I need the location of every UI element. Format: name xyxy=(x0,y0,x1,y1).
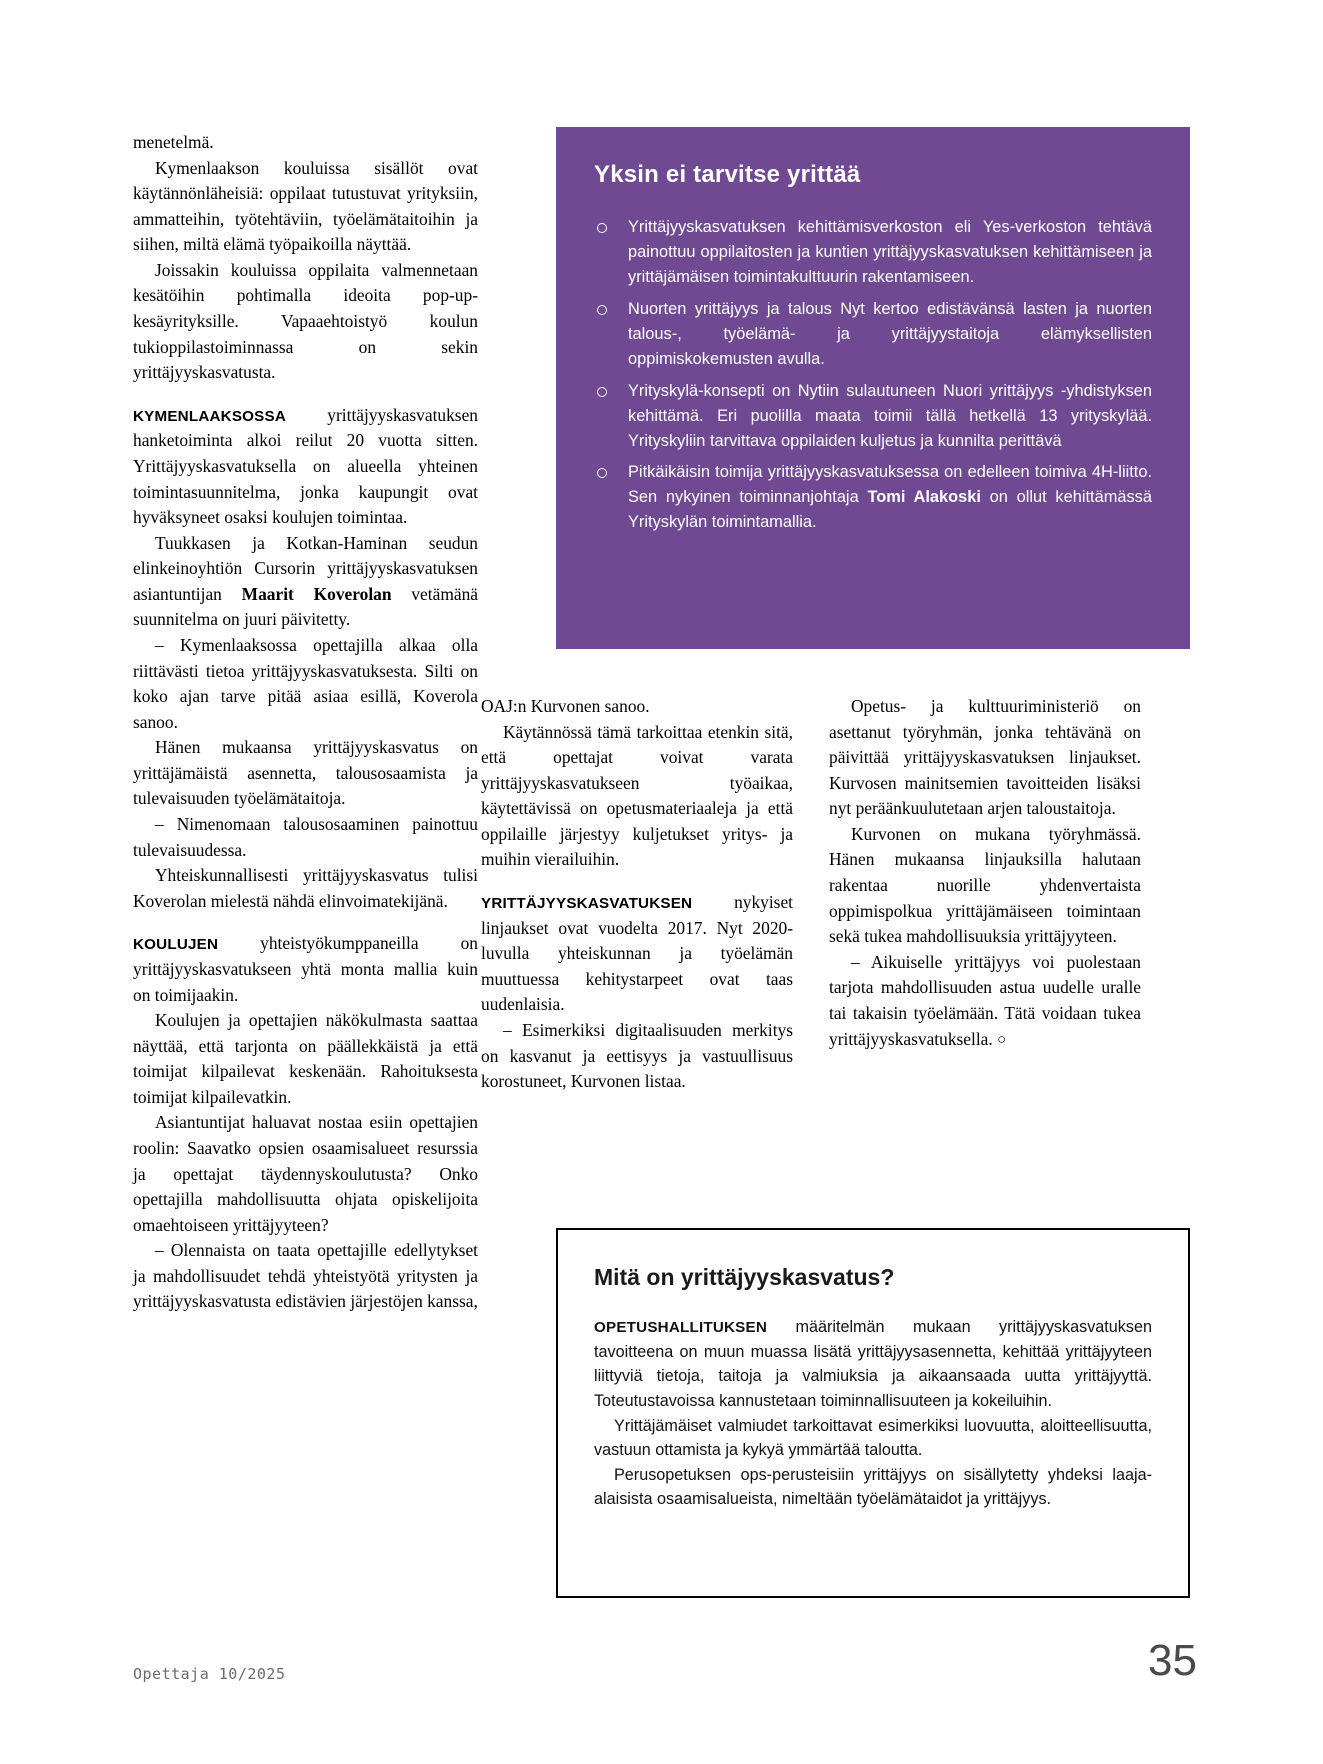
end-mark-icon: ○ xyxy=(997,1031,1007,1048)
purple-fact-box xyxy=(556,127,1190,649)
paragraph: Kurvonen on mukana työryhmässä. Hänen mukaansa linjauksilla halutaan rakentaa nuorille yhdenvertaista oppimispolkua yrittäjämäiseen toimintaan sekä tukea mahdollisuuksia yrittäjyyteen. xyxy=(829,823,1141,947)
paragraph: Kymenlaakson kouluissa sisällöt ovat käytännönläheisiä: oppilaat tutustuvat yrityksiin, ammatteihin, työtehtäviin, työelämätaitoihin ja siihen, miltä elämä työpaikoilla näyttää. xyxy=(133,157,478,255)
paragraph: Perusopetuksen ops-perusteisiin yrittäjyys on sisällytetty yhdeksi laaja-alaisista osaamisalueista, nimeltään työelämätaidot ja yrittäjyys. xyxy=(594,1465,1152,1509)
paragraph-final xyxy=(829,950,1141,1052)
purple-box-title: Yksin ei tarvitse yrittää xyxy=(594,161,861,188)
paragraph: Käytännössä tämä tarkoittaa etenkin sitä, että opettajat voivat varata yrittäjyyskasvatukseen työaikaa, käytettävissä on opetusmateriaaleja ja että oppilaille järjestyy kuljetukset yritys- ja muihin vierailuihin. xyxy=(481,721,793,870)
list-item-text-pre: Pitkäikäisin toimija yrittäjyyskasvatuksessa on edelleen toimiva 4H-liitto. Sen nykyinen toiminnanjohtaja xyxy=(628,463,1152,507)
list-item-text-post: on ollut kehittämässä Yrityskylän toimintamallia. xyxy=(628,488,1152,532)
paragraph-with-lead xyxy=(594,1315,1152,1414)
person-name: Tomi Alakoski xyxy=(867,488,981,507)
person-name: Maarit Koverolan xyxy=(241,583,392,604)
lead-in-caps: KYMENLAAKSOSSA xyxy=(133,407,286,425)
paragraph-with-name xyxy=(133,531,478,633)
paragraph: – Esimerkiksi digitaalisuuden merkitys on kasvanut ja eettisyys ja vastuullisuus korostuneet, Kurvonen listaa. xyxy=(481,1019,793,1092)
paragraph: – Nimenomaan talousosaaminen painottuu tulevaisuudessa. xyxy=(133,814,478,860)
paragraph-text: yrittäjyyskasvatuksen hanketoiminta alkoi reilut 20 vuotta sitten. Yrittäjyyskasvatuksella on alueella yhteinen toimintasuunnitelma, jonka kaupungit ovat hyväksyneet osaksi koulujen toimintaa. xyxy=(133,404,478,528)
paragraph-text: – Aikuiselle yrittäjyys voi puolestaan tarjota mahdollisuuden astua uudelle uralle tai takaisin työelämään. Tätä voidaan tukea yrittäjyyskasvatuksella. xyxy=(829,951,1141,1049)
right-text-column xyxy=(829,694,1141,1052)
list-item: Yrityskylä-konsepti on Nytiin sulautuneen Nuori yrittäjyys -yhdistyksen kehittämä. Eri puolilla maata toimii tällä hetkellä 13 yrityskylää. Yrityskyliin tarvittava oppilaiden kuljetus ja kunnilta perittävä xyxy=(594,379,1152,454)
paragraph: Joissakin kouluissa oppilaita valmennetaan kesätöihin pohtimalla ideoita pop-up-kesäyrityksille. Vapaaehtoistyö koulun tukioppilastoiminnassa on sekin yrittäjyyskasvatusta. xyxy=(133,259,478,383)
lead-in-caps: YRITTÄJYYSKASVATUKSEN xyxy=(481,895,693,913)
purple-box-list xyxy=(594,215,1152,535)
lead-in-caps: KOULUJEN xyxy=(133,936,219,954)
lead-in-caps: OPETUSHALLITUKSEN xyxy=(594,1319,767,1336)
definition-box-title: Mitä on yrittäjyyskasvatus? xyxy=(594,1264,895,1290)
paragraph: – Kymenlaaksossa opettajilla alkaa olla riittävästi tietoa yrittäjyyskasvatuksesta. Silti on koko ajan tarve pitää asiaa esillä, Koverola sanoo. xyxy=(133,634,478,732)
paragraph-with-lead xyxy=(133,931,478,1008)
list-item: Yrittäjyyskasvatuksen kehittämisverkoston eli Yes-verkoston tehtävä painottuu oppilaitosten ja kuntien yrittäjyyskasvatuksen kehittämiseen ja yrittäjämäisen toimintakulttuurin rakentamiseen. xyxy=(594,215,1152,290)
paragraph: Yhteiskunnallisesti yrittäjyyskasvatus tulisi Koverolan mielestä nähdä elinvoimatekijänä. xyxy=(133,865,478,911)
paragraph-text: yhteistyökumppaneilla on yrittäjyyskasvatukseen yhtä monta mallia kuin on toimijaakin. xyxy=(133,933,478,1005)
left-text-column xyxy=(133,130,478,1315)
paragraph-with-lead xyxy=(481,890,793,1018)
paragraph: Yrittäjämäiset valmiudet tarkoittavat esimerkiksi luovuutta, aloitteellisuutta, vastuun ottamista ja kykyä ymmärtää taloutta. xyxy=(594,1416,1152,1460)
footer-publication: Opettaja 10/2025 xyxy=(133,1665,286,1683)
paragraph: menetelmä. xyxy=(133,132,214,152)
list-item: Nuorten yrittäjyys ja talous Nyt kertoo edistävänsä lasten ja nuorten talous-, työelämä- ja yrittäjyystaitoja elämyksellisten oppimiskokemusten avulla. xyxy=(594,297,1152,372)
middle-text-column xyxy=(481,694,793,1095)
paragraph-text-pre: Tuukkasen ja Kotkan-Haminan seudun elinkeinoyhtiön Cursorin yrittäjyyskasvatuksen asiantuntijan xyxy=(133,532,478,604)
paragraph-text: määritelmän mukaan yrittäjyyskasvatuksen tavoitteena on muun muassa lisätä yrittäjyysasennetta, kehittää yrittäjyyteen liittyviä tietoja, taitoja ja valmiuksia ja aikaansaada uutta yrittäjyyttä. Toteutustavoissa kannustetaan toiminnallisuuteen ja kokeiluihin. xyxy=(594,1318,1152,1410)
definition-box xyxy=(556,1228,1190,1598)
paragraph-text: nykyiset linjaukset ovat vuodelta 2017. Nyt 2020-luvulla yhteiskunnan ja työelämän muuttuessa kehitystarpeet ovat taas uudenlaisia. xyxy=(481,892,793,1015)
page-number: 35 xyxy=(1148,1636,1197,1685)
paragraph: – Olennaista on taata opettajille edellytykset ja mahdollisuudet tehdä yhteistyötä yritysten ja yrittäjyyskasvatusta edistävien järjestöjen kanssa, xyxy=(133,1240,478,1312)
paragraph: Koulujen ja opettajien näkökulmasta saattaa näyttää, että tarjonta on päällekkäistä ja että toimijat kilpailevat keskenään. Rahoituksesta toimijat kilpailevatkin. xyxy=(133,1010,478,1107)
paragraph-text-post: vetämänä suunnitelma on juuri päivitetty. xyxy=(133,583,478,630)
paragraph: Opetus- ja kulttuuriministeriö on asettanut työryhmän, jonka tehtävänä on päivittää yrittäjyyskasvatuksen linjaukset. Kurvosen mainitsemien tavoitteiden lisäksi nyt peräänkuulutetaan arjen taloustaitoja. xyxy=(829,696,1141,819)
paragraph: Asiantuntijat haluavat nostaa esiin opettajien roolin: Saavatko opsien osaamisalueet resurssia ja opettajat täydennyskoulutusta? Onko opettajilla mahdollisuutta ohjata opiskelijoita omaehtoiseen yrittäjyyteen? xyxy=(133,1112,478,1235)
list-item xyxy=(594,460,1152,535)
paragraph-with-lead xyxy=(133,403,478,531)
paragraph: OAJ:n Kurvonen sanoo. xyxy=(481,696,650,716)
paragraph: Hänen mukaansa yrittäjyyskasvatus on yrittäjämäistä asennetta, talousosaamista ja tulevaisuuden työelämätaitoja. xyxy=(133,737,478,809)
